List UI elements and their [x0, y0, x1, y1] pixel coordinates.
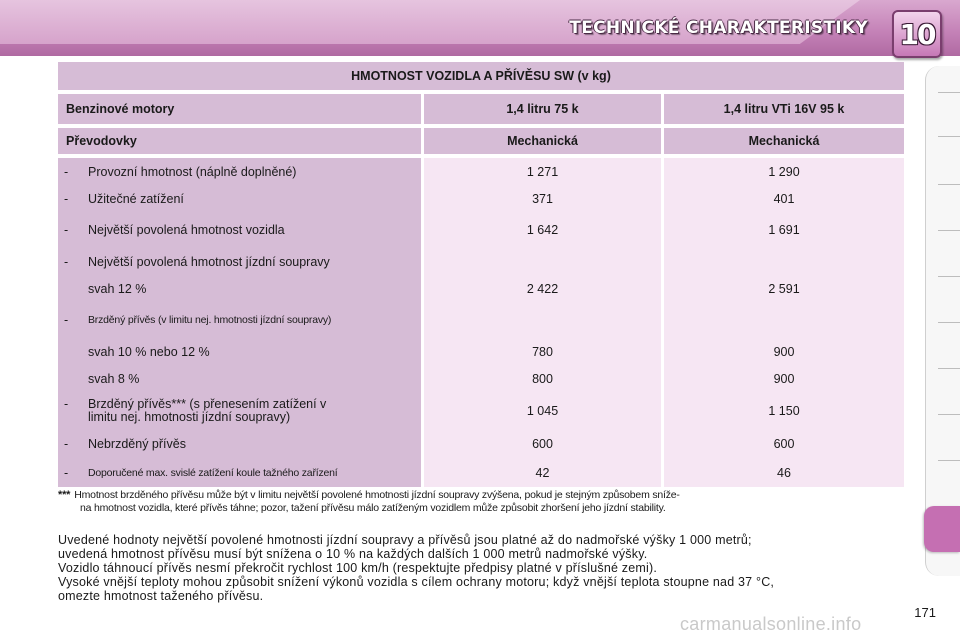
- chapter-tab-divider: [938, 92, 960, 93]
- gearbox-label: Převodovky: [58, 128, 421, 154]
- table-cell: 1 150: [768, 404, 800, 418]
- table-cell: [424, 248, 661, 275]
- table-cell: 42: [535, 465, 550, 480]
- table-cell: [424, 302, 661, 338]
- info-paragraph: [58, 533, 906, 603]
- table-cell: 46: [777, 465, 791, 480]
- table-row-label: - Nebrzděný přívěs: [64, 437, 186, 451]
- footnote: [58, 489, 906, 515]
- table-cell: 2 422: [526, 281, 559, 296]
- chapter-tab-divider: [938, 368, 960, 369]
- table-cell: 600: [773, 437, 795, 451]
- table-cell: 1 691: [768, 223, 800, 237]
- page-title: TECHNICKÉ CHARAKTERISTIKY: [569, 18, 868, 38]
- table-body: [58, 158, 904, 487]
- engine-col-2: 1,4 litru VTi 16V 95 k: [664, 94, 904, 124]
- chapter-tabs: [925, 66, 960, 576]
- chapter-badge: [892, 10, 942, 58]
- header-band: [0, 0, 960, 56]
- table-row-label: svah 12 %: [88, 281, 147, 296]
- watermark: carmanualsonline.info: [680, 614, 862, 634]
- table-row-label: - Provozní hmotnost (náplně doplněné): [64, 164, 297, 179]
- page-number: 171: [914, 605, 936, 620]
- gearbox-col-1: Mechanická: [424, 128, 661, 154]
- table-cell: 371: [532, 191, 553, 206]
- table-cell: 1 290: [768, 164, 800, 179]
- table-row-label: - Brzděný přívěs*** (s přenesením zatížení v limitu nej. hmotnosti jízdní soupravy): [64, 397, 327, 424]
- chapter-tab-divider: [938, 136, 960, 137]
- table-cell: 900: [773, 371, 795, 386]
- table-row-label: - Největší povolená hmotnost jízdní soupravy: [64, 254, 330, 269]
- table-cell: 2 591: [768, 281, 800, 296]
- gearbox-header-row: [58, 128, 904, 154]
- table-cell: 900: [773, 344, 795, 359]
- table-title: HMOTNOST VOZIDLA A PŘÍVĚSU SW (v kg): [58, 62, 904, 90]
- chapter-tab-divider: [938, 184, 960, 185]
- paragraph-line: uvedená hmotnost přívěsu musí být snížena o 10 % na každých dalších 1 000 metrů nadmořské výšky.: [58, 547, 648, 561]
- table-cell: 1 045: [526, 404, 559, 418]
- engine-col-1: 1,4 litru 75 k: [424, 94, 661, 124]
- table-cell: [664, 302, 904, 338]
- table-row-label: svah 8 %: [88, 371, 140, 386]
- paragraph-line: Uvedené hodnoty největší povolené hmotnosti jízdní soupravy a přívěsů jsou platné až do nadmořské výšky 1 000 metrů;: [58, 533, 752, 547]
- chapter-tab-divider: [938, 460, 960, 461]
- footnote-line-1: Hmotnost brzděného přívěsu může být v limitu největší povolené hmotnosti jízdní soupravy zvýšena, pokud je stejným způsobem sníže-: [74, 489, 680, 501]
- footnote-line-2: na hmotnost vozidla, které přívěs táhne; pozor, tažení přívěsu málo zatíženým vozidlem může způsobit zhoršení jeho jízdní stability.: [80, 502, 666, 514]
- label-column: [58, 158, 421, 487]
- paragraph-line: Vysoké vnější teploty mohou způsobit snížení výkonů vozidla s cílem ochrany motoru; když vnější teplota stoupne nad 37 °C,: [58, 575, 775, 589]
- table-cell: 600: [532, 437, 553, 451]
- table-row-label: - Brzděný přívěs (v limitu nej. hmotnosti jízdní soupravy): [64, 313, 332, 327]
- chapter-number: 10: [899, 17, 935, 51]
- paragraph-line: Vozidlo táhnoucí přívěs nesmí překročit rychlost 100 km/h (respektujte předpisy platné v příslušné zemi).: [58, 561, 658, 575]
- engine-header-row: [58, 94, 904, 124]
- table-cell: 780: [532, 344, 553, 359]
- engine-label: Benzinové motory: [58, 94, 421, 124]
- table-cell: 800: [532, 371, 553, 386]
- table-cell: 401: [773, 191, 795, 206]
- chapter-tab-divider: [938, 414, 960, 415]
- chapter-tab-divider: [938, 230, 960, 231]
- table-cell: 1 642: [526, 223, 559, 237]
- paragraph-line: omezte hmotnost taženého přívěsu.: [58, 589, 264, 603]
- table-row-label: - Největší povolená hmotnost vozidla: [64, 223, 285, 237]
- value-column-2: [664, 158, 904, 487]
- footnote-marker: ***: [58, 489, 71, 501]
- value-column-1: [424, 158, 661, 487]
- table-cell: [664, 248, 904, 275]
- chapter-tab-divider: [938, 322, 960, 323]
- table-row-label: svah 10 % nebo 12 %: [88, 344, 210, 359]
- table-row-label: - Užitečné zatížení: [64, 191, 184, 206]
- chapter-tab-divider: [938, 276, 960, 277]
- gearbox-col-2: Mechanická: [664, 128, 904, 154]
- chapter-tab-active[interactable]: [924, 506, 960, 552]
- table-cell: 1 271: [526, 164, 559, 179]
- table-row-label: - Doporučené max. svislé zatížení koule tažného zařízení: [64, 465, 338, 480]
- weights-table: [58, 62, 904, 487]
